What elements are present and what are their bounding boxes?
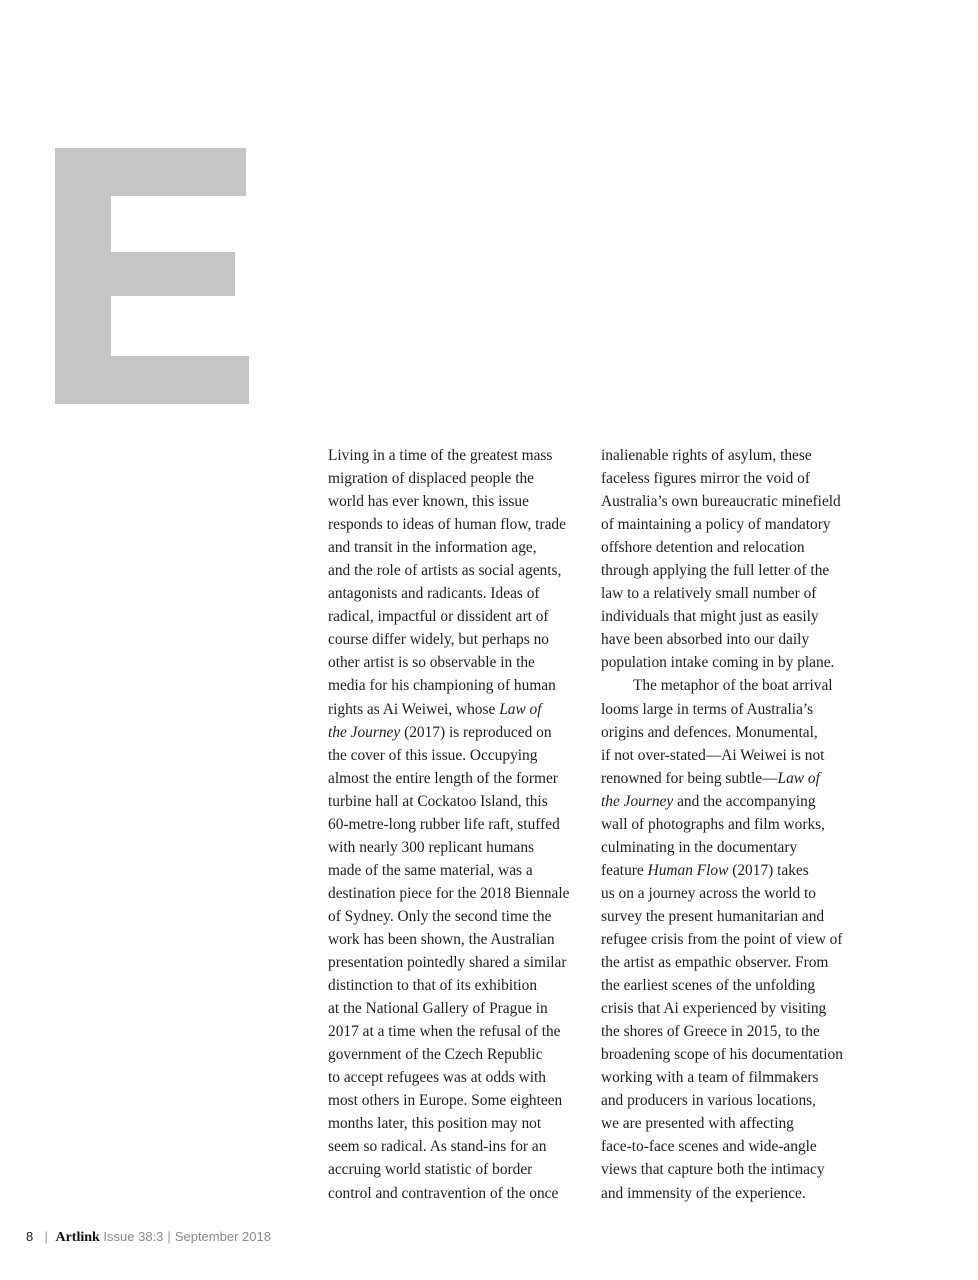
text-line: views that capture both the intimacy	[601, 1161, 825, 1179]
text-line: looms large in terms of Australia’s	[601, 700, 814, 718]
text-line: destination piece for the 2018 Biennale	[328, 884, 570, 902]
text-line: presentation pointedly shared a similar	[328, 954, 567, 972]
text-line: inalienable rights of asylum, these	[601, 447, 812, 464]
text-line: have been absorbed into our daily	[601, 631, 810, 649]
text-line: survey the present humanitarian and	[601, 907, 825, 925]
text-line: working with a team of filmmakers	[601, 1069, 819, 1087]
text-line: and the role of artists as social agents,	[328, 562, 562, 580]
text-line: other artist is so observable in the	[328, 654, 535, 672]
text-line: refugee crisis from the point of view of	[601, 930, 843, 948]
text-line: made of the same material, was a	[328, 861, 533, 879]
text-line: with nearly 300 replicant humans	[328, 838, 535, 856]
text-line: face-to-face scenes and wide-angle	[601, 1138, 817, 1156]
drop-cap-letter-e	[55, 148, 249, 404]
article-column-right	[601, 444, 843, 1205]
text-line: responds to ideas of human flow, trade	[328, 516, 566, 534]
text-line: of maintaining a policy of mandatory	[601, 516, 831, 534]
italic-title: Human Flow	[647, 861, 729, 879]
text-line: seem so radical. As stand-ins for an	[328, 1138, 547, 1156]
text-line: crisis that Ai experienced by visiting	[601, 1000, 827, 1018]
text-segment: renowned for being subtle—	[601, 769, 778, 787]
text-segment: rights as Ai Weiwei, whose	[328, 700, 500, 718]
text-line: the shores of Greece in 2015, to the	[601, 1023, 820, 1041]
text-line: most others in Europe. Some eighteen	[328, 1092, 563, 1110]
text-line: individuals that might just as easily	[601, 608, 819, 626]
text-line: origins and defences. Monumental,	[601, 723, 818, 741]
text-line: we are presented with affecting	[601, 1115, 794, 1133]
text-line: if not over-stated—Ai Weiwei is not	[601, 746, 825, 764]
text-segment: and the accompanying	[673, 792, 816, 810]
text-line: and immensity of the experience.	[601, 1184, 806, 1202]
text-line: the artist as empathic observer. From	[601, 954, 829, 972]
text-line: antagonists and radicants. Ideas of	[328, 585, 540, 603]
text-line: distinction to that of its exhibition	[328, 977, 538, 995]
text-line: population intake coming in by plane.	[601, 654, 835, 672]
issue-date: September 2018	[174, 1229, 271, 1244]
text-line: Living in a time of the greatest mass	[328, 447, 553, 464]
text-line: course differ widely, but perhaps no	[328, 631, 549, 649]
text-line: faceless figures mirror the void of	[601, 470, 810, 488]
text-line: of Sydney. Only the second time the	[328, 907, 552, 925]
page-footer	[26, 1229, 271, 1246]
italic-title: the Journey	[601, 792, 674, 810]
text-line: almost the entire length of the former	[328, 769, 558, 787]
text-line: offshore detention and relocation	[601, 539, 805, 557]
italic-title: Law of	[499, 700, 542, 718]
text-line: the cover of this issue. Occupying	[328, 746, 538, 764]
text-line: world has ever known, this issue	[328, 493, 529, 511]
text-line	[328, 698, 569, 721]
text-line	[328, 721, 569, 744]
text-segment: feature	[601, 861, 648, 879]
text-line: and transit in the information age,	[328, 539, 537, 557]
text-line	[601, 859, 843, 882]
text-line: at the National Gallery of Prague in	[328, 1000, 548, 1018]
text-line: work has been shown, the Australian	[328, 930, 555, 948]
text-line: 60-metre-long rubber life raft, stuffed	[328, 815, 560, 833]
text-segment: (2017) takes	[728, 861, 809, 879]
text-line: to accept refugees was at odds with	[328, 1069, 546, 1087]
text-line: wall of photographs and film works,	[601, 815, 825, 833]
article-column-left	[328, 444, 569, 1205]
text-line: months later, this position may not	[328, 1115, 542, 1133]
text-line: migration of displaced people the	[328, 470, 535, 488]
footer-separator-2: |	[167, 1229, 171, 1244]
text-line: broadening scope of his documentation	[601, 1046, 843, 1064]
text-line: culminating in the documentary	[601, 838, 798, 856]
text-line: turbine hall at Cockatoo Island, this	[328, 792, 548, 810]
text-line: control and contravention of the once	[328, 1184, 559, 1202]
italic-title: the Journey	[328, 723, 401, 741]
text-line: law to a relatively small number of	[601, 585, 817, 603]
text-line: The metaphor of the boat arrival	[633, 677, 833, 695]
text-line: government of the Czech Republic	[328, 1046, 543, 1064]
text-line	[601, 790, 843, 813]
text-line: Australia’s own bureaucratic minefield	[601, 493, 841, 511]
italic-title: Law of	[777, 769, 820, 787]
issue-label: Issue 38:3	[103, 1229, 164, 1244]
text-line: the earliest scenes of the unfolding	[601, 977, 816, 995]
page-number: 8	[26, 1229, 34, 1244]
footer-separator: |	[37, 1229, 52, 1244]
text-line: us on a journey across the world to	[601, 884, 816, 902]
text-line: 2017 at a time when the refusal of the	[328, 1023, 561, 1041]
text-segment: (2017) is reproduced on	[400, 723, 552, 741]
magazine-brand: Artlink	[55, 1230, 100, 1245]
text-line: through applying the full letter of the	[601, 562, 830, 580]
text-line: radical, impactful or dissident art of	[328, 608, 549, 626]
text-line: accruing world statistic of border	[328, 1161, 533, 1179]
text-line: and producers in various locations,	[601, 1092, 816, 1110]
text-line	[601, 767, 843, 790]
text-line: media for his championing of human	[328, 677, 556, 695]
